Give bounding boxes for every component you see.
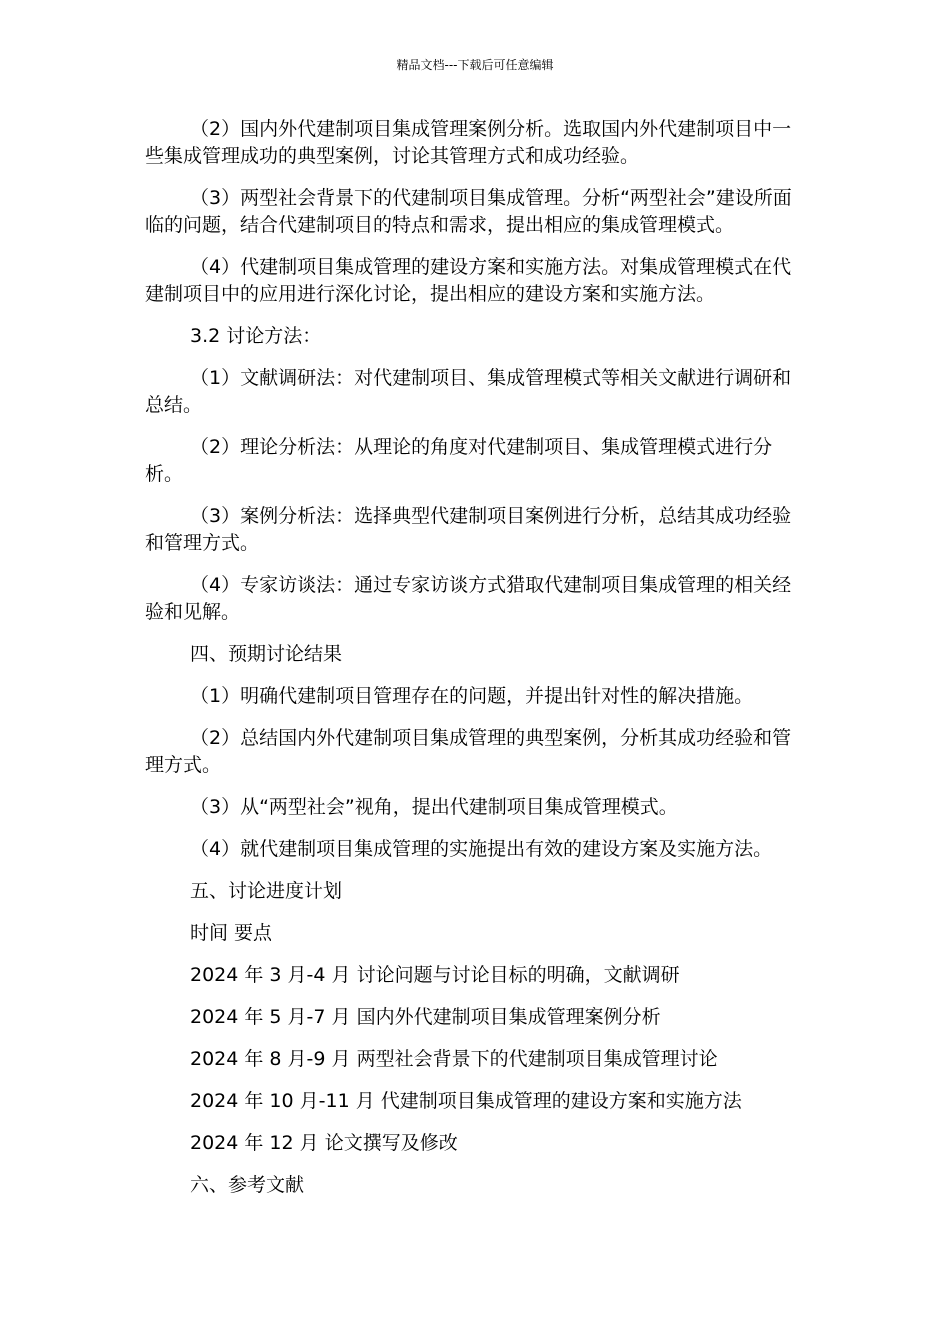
paragraph-expert-method: （4）专家访谈法：通过专家访谈方式猎取代建制项目集成管理的相关经验和见解。	[145, 574, 792, 623]
paragraph-result-3: （3）从“两型社会”视角，提出代建制项目集成管理模式。	[190, 796, 678, 818]
document-body	[145, 116, 805, 1214]
section-heading-references: 六、参考文献	[190, 1174, 305, 1196]
schedule-item: 2024 年 10 月-11 月 代建制项目集成管理的建设方案和实施方法	[190, 1090, 742, 1112]
paragraph-result-2: （2）总结国内外代建制项目集成管理的典型案例，分析其成功经验和管理方式。	[145, 727, 792, 776]
paragraph-case-analysis: （2）国内外代建制项目集成管理案例分析。选取国内外代建制项目中一些集成管理成功的典型案例，讨论其管理方式和成功经验。	[145, 118, 792, 167]
section-heading-methods: 3.2 讨论方法：	[190, 325, 322, 347]
section-heading-expected-results: 四、预期讨论结果	[190, 643, 343, 665]
paragraph-case-method: （3）案例分析法：选择典型代建制项目案例进行分析，总结其成功经验和管理方式。	[145, 505, 792, 554]
page-header: 精品文档---下载后可任意编辑	[396, 58, 554, 72]
section-heading-schedule: 五、讨论进度计划	[190, 880, 343, 902]
schedule-item: 2024 年 12 月 论文撰写及修改	[190, 1132, 458, 1154]
paragraph-construction-plan: （4）代建制项目集成管理的建设方案和实施方法。对集成管理模式在代建制项目中的应用进行深化讨论，提出相应的建设方案和实施方法。	[145, 256, 792, 305]
paragraph-result-1: （1）明确代建制项目管理存在的问题，并提出针对性的解决措施。	[190, 685, 754, 707]
schedule-item: 2024 年 8 月-9 月 两型社会背景下的代建制项目集成管理讨论	[190, 1048, 718, 1070]
paragraph-literature-method: （1）文献调研法：对代建制项目、集成管理模式等相关文献进行调研和总结。	[145, 367, 792, 416]
schedule-header: 时间 要点	[190, 922, 273, 944]
paragraph-result-4: （4）就代建制项目集成管理的实施提出有效的建设方案及实施方法。	[190, 838, 773, 860]
schedule-item: 2024 年 3 月-4 月 讨论问题与讨论目标的明确，文献调研	[190, 964, 680, 986]
paragraph-theory-method: （2）理论分析法：从理论的角度对代建制项目、集成管理模式进行分析。	[145, 436, 773, 485]
paragraph-two-type-society: （3）两型社会背景下的代建制项目集成管理。分析“两型社会”建设所面临的问题，结合代建制项目的特点和需求，提出相应的集成管理模式。	[145, 187, 792, 236]
schedule-item: 2024 年 5 月-7 月 国内外代建制项目集成管理案例分析	[190, 1006, 661, 1028]
